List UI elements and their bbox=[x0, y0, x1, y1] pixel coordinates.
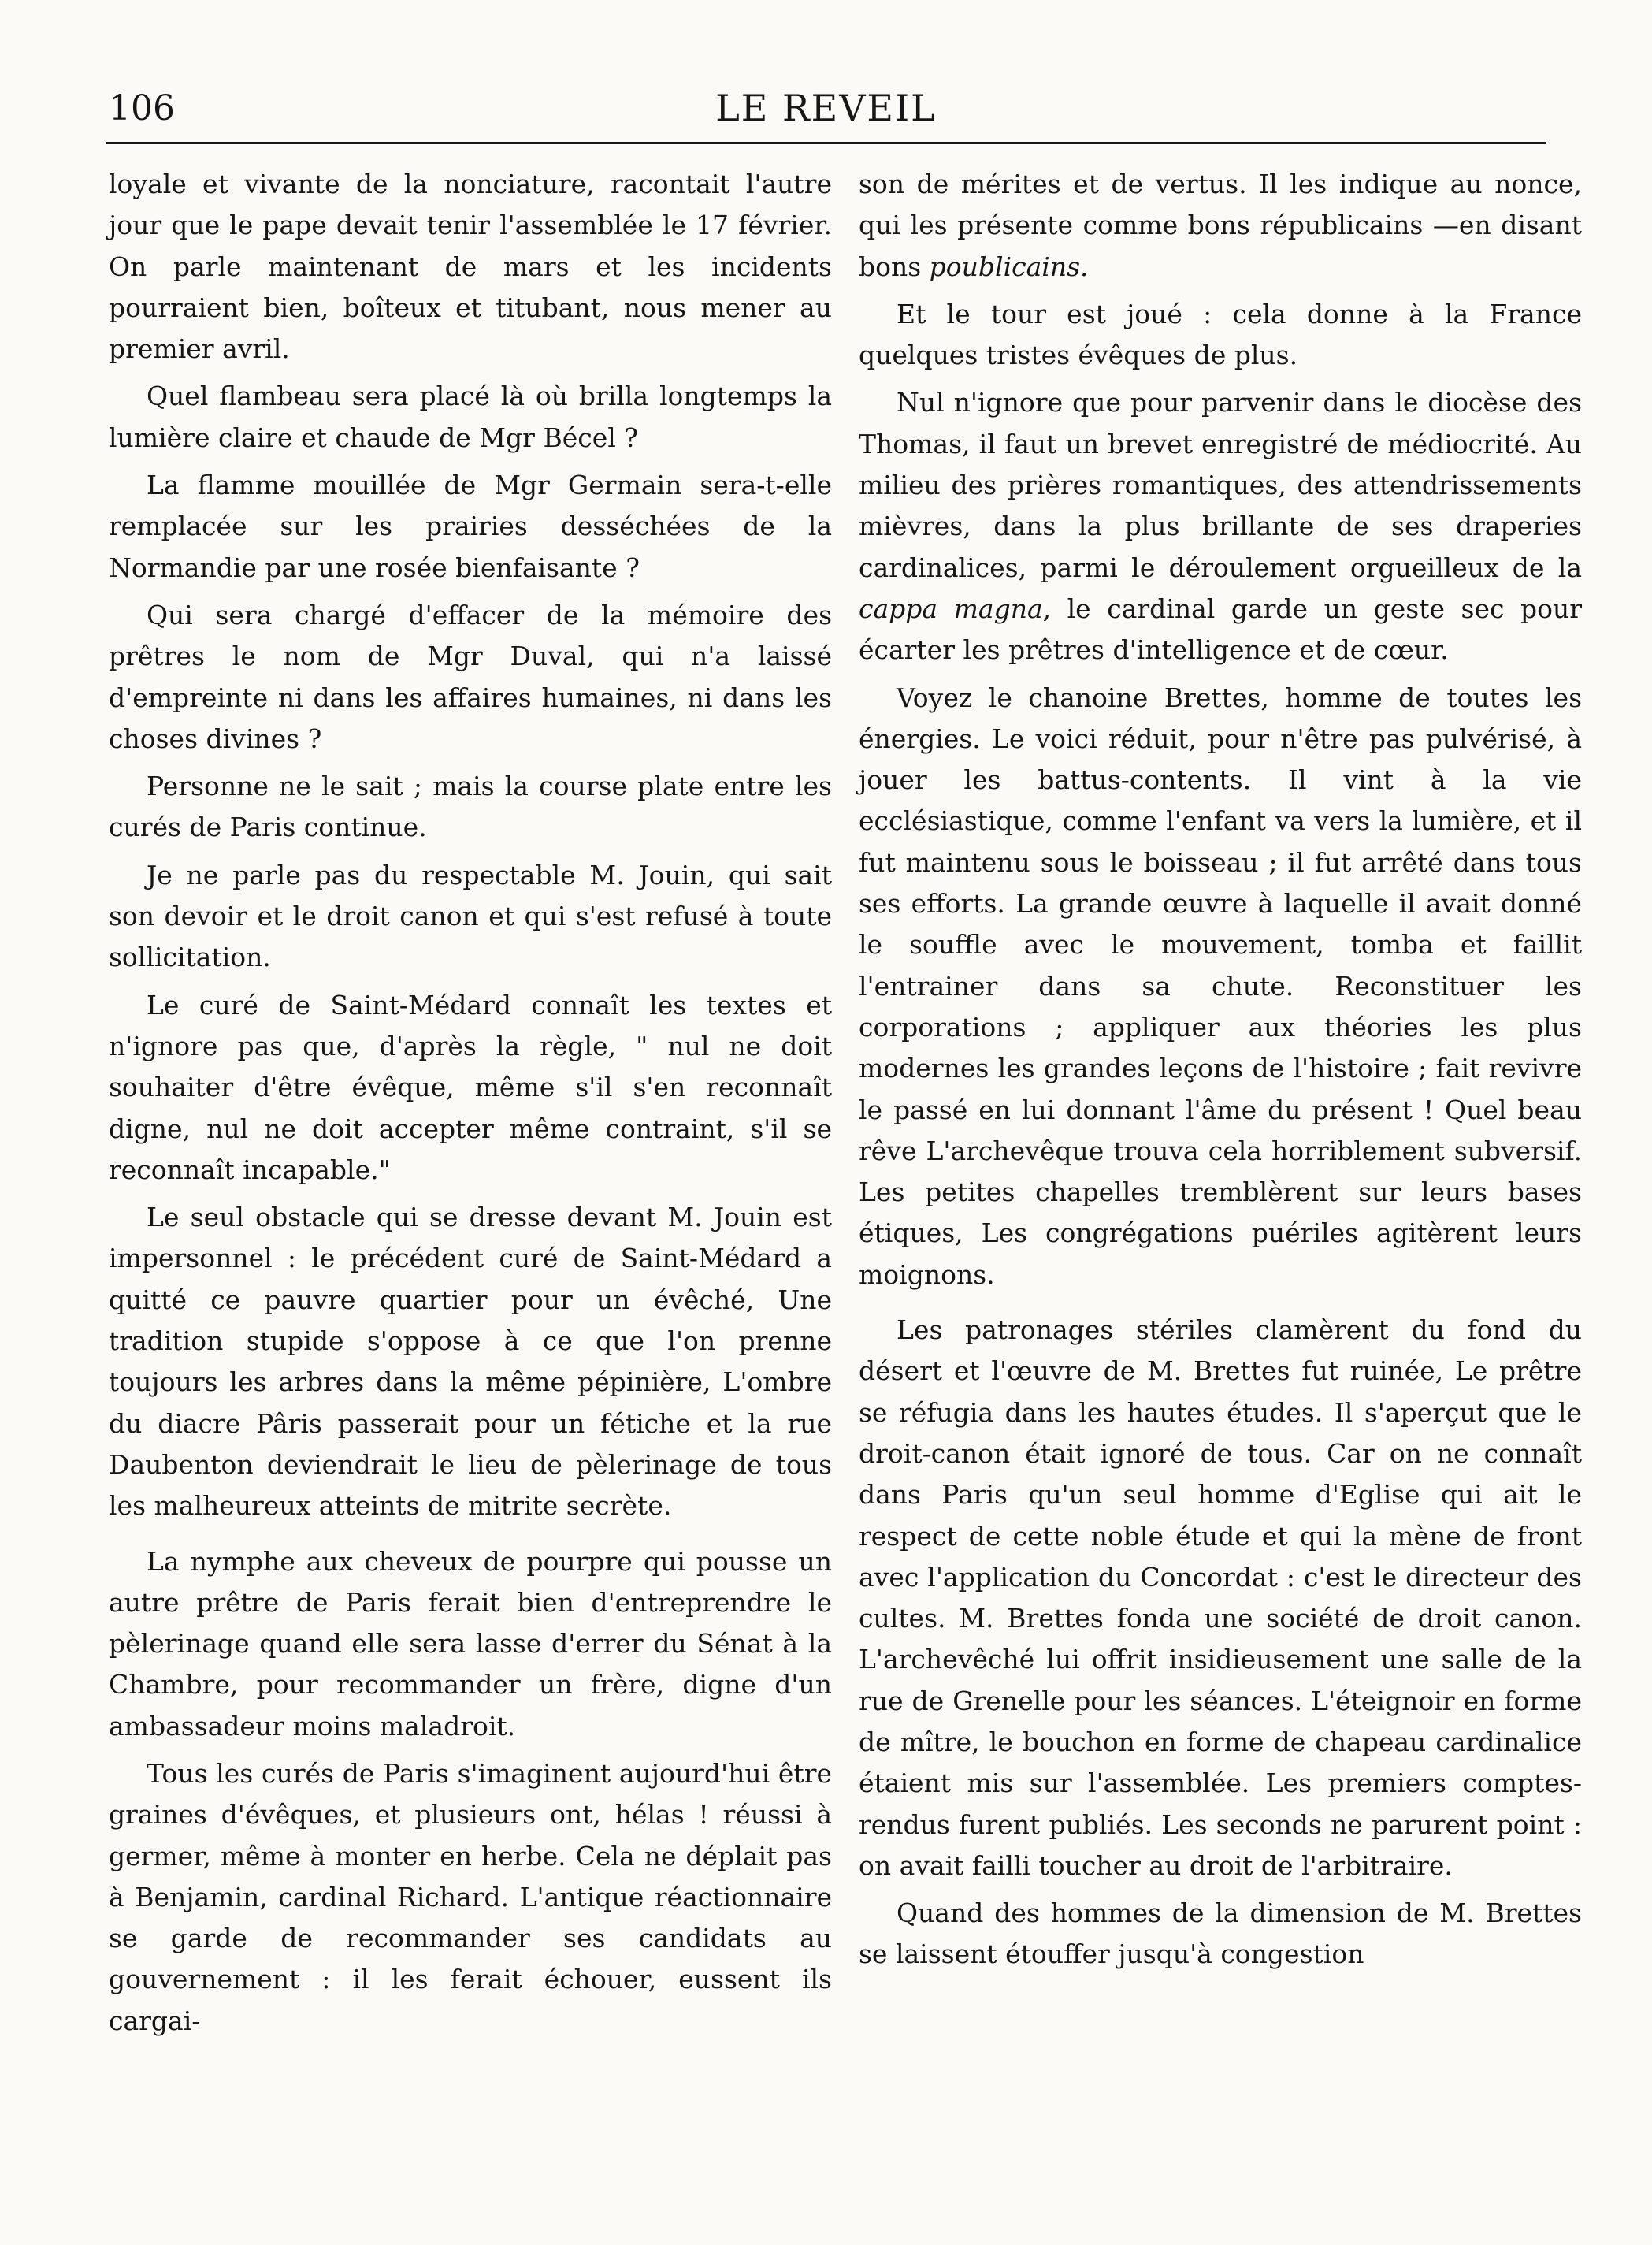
paragraph: Je ne parle pas du respectable M. Jouin, qui sait son devoir et le droit canon et qui s'est refusé à toute sollicitation. bbox=[109, 859, 832, 973]
paragraph: Qui sera chargé d'effacer de la mémoire des prêtres le nom de Mgr Duval, qui n'a laissé d'empreinte ni dans les affaires humaines, ni dans les choses divines ? bbox=[109, 599, 832, 754]
paragraph: Tous les curés de Paris s'imaginent aujourd'hui être graines d'évêques, et plusieurs ont, hélas ! réussi à germer, même à monter en herbe. Cela ne déplait pas à Benjamin, cardinal Richard. L'antique réactionnaire se garde de recommander ses candidats au gouvernement : il les ferait échouer, eussent ils cargai- bbox=[109, 1757, 832, 2036]
paragraph: Le curé de Saint-Médard connaît les textes et n'ignore pas que, d'après la règle, " nul ne doit souhaiter d'être évêque, même s'il s'en reconnaît digne, nul ne doit accepter même contraint, s'il se reconnaît incapable." bbox=[109, 989, 832, 1185]
paragraph: son de mérites et de vertus. Il les indique au nonce, qui les présente comme bons républicains —en disant bons poublicains. bbox=[859, 169, 1582, 282]
paragraph: Et le tour est joué : cela donne à la France quelques tristes évêques de plus. bbox=[859, 298, 1582, 371]
paragraph: Le seul obstacle qui se dresse devant M. Jouin est impersonnel : le précédent curé de Saint-Médard a quitté ce pauvre quartier pour un évêché, Une tradition stupide s'oppose à ce que l'on prenne toujours les arbres dans la même pépinière, L'ombre du diacre Pâris passerait pour un fétiche et la rue Daubenton deviendrait le lieu de pèlerinage de tous les malheureux atteints de mitrite secrète. bbox=[109, 1202, 832, 1522]
header-rule bbox=[106, 142, 1546, 144]
paragraph: Voyez le chanoine Brettes, homme de toutes les énergies. Le voici réduit, pour n'être pas pulvérisé, à jouer les battus-contents. Il vint à la vie ecclésiastique, comme l'enfant va vers la lumière, et il fut maintenu sous le boisseau ; il fut arrêté dans tous ses efforts. La grande œuvre à laquelle il avait donné le souffle avec le mouvement, tomba et faillit l'entrainer dans sa chute. Reconstituer les corporations ; appliquer aux théories les plus modernes les grandes leçons de l'histoire ; fait revivre le passé en lui donnant l'âme du présent ! Quel beau rêve L'archevêque trouva cela horriblement subversif. Les petites chapelles tremblèrent sur leurs bases étiques, Les congrégations puériles agitèrent leurs moignons. bbox=[859, 682, 1582, 1290]
paragraph: Personne ne le sait ; mais la course plate entre les curés de Paris continue. bbox=[109, 771, 832, 843]
paragraph: Quand des hommes de la dimension de M. Brettes se laissent étouffer jusqu'à congestion bbox=[859, 1897, 1582, 1970]
paragraph: La flamme mouillée de Mgr Germain sera-t-elle remplacée sur les prairies desséchées de la Normandie par une rosée bienfaisante ? bbox=[109, 470, 832, 583]
left-column bbox=[109, 164, 832, 2048]
journal-title: LE REVEIL bbox=[715, 87, 937, 129]
page-number: 106 bbox=[109, 88, 175, 128]
paragraph: Les patronages stériles clamèrent du fond du désert et l'œuvre de M. Brettes fut ruinée, Le prêtre se réfugia dans les hautes études. Il s'aperçut que le droit-canon était ignoré de tous. Car on ne connaît dans Paris qu'un seul homme d'Eglise qui ait le respect de cette noble étude et qui la mène de front avec l'application du Concordat : c'est le directeur des cultes. M. Brettes fonda une société de droit canon. L'archevêché lui offrit insidieusement une salle de la rue de Grenelle pour les séances. L'éteignoir en forme de mître, le bouchon en forme de chapeau cardinalice étaient mis sur l'assemblée. Les premiers comptes-rendus furent publiés. Les seconds ne parurent point : on avait failli toucher au droit de l'arbitraire. bbox=[859, 1314, 1582, 1881]
emphasis: poublicains. bbox=[929, 251, 1089, 282]
paragraph: Nul n'ignore que pour parvenir dans le diocèse des Thomas, il faut un brevet enregistré de médiocrité. Au milieu des prières romantiques, des attendrissements mièvres, dans la plus brillante de ses draperies cardinalices, parmi le déroulement orgueilleux de la cappa magna, le cardinal garde un geste sec pour écarter les prêtres d'intelligence et de cœur. bbox=[859, 387, 1582, 666]
emphasis: cappa magna bbox=[859, 593, 1043, 624]
paragraph: Quel flambeau sera placé là où brilla longtemps la lumière claire et chaude de Mgr Bécel ? bbox=[109, 381, 832, 453]
right-column bbox=[859, 164, 1582, 1982]
paragraph: La nymphe aux cheveux de pourpre qui pousse un autre prêtre de Paris ferait bien d'entreprendre le pèlerinage quand elle sera lasse d'errer du Sénat à la Chambre, pour recommander un frère, digne d'un ambassadeur moins maladroit. bbox=[109, 1545, 832, 1741]
paragraph: loyale et vivante de la nonciature, racontait l'autre jour que le pape devait tenir l'assemblée le 17 février. On parle maintenant de mars et les incidents pourraient bien, boîteux et titubant, nous mener au premier avril. bbox=[109, 169, 832, 365]
